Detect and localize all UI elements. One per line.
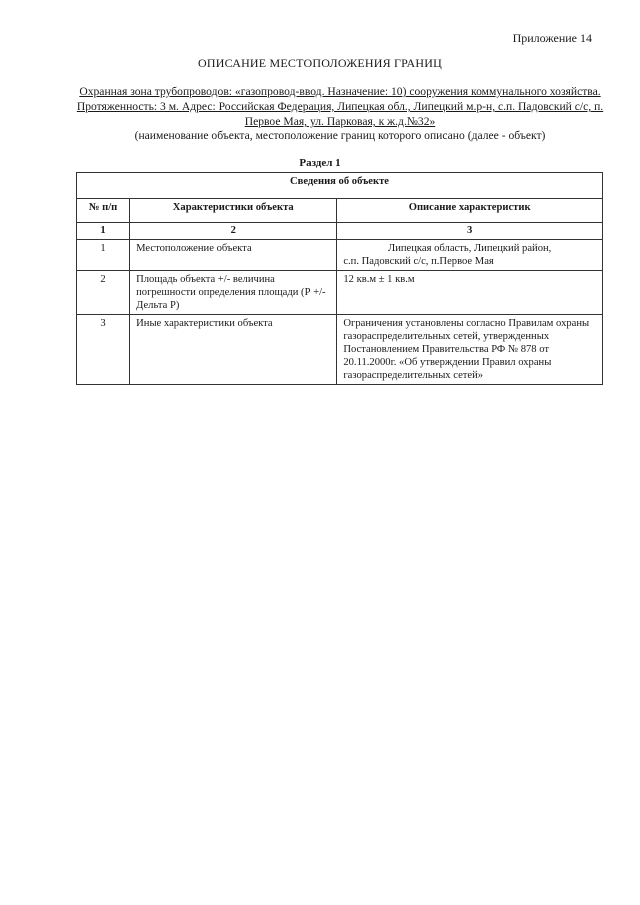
column-number-row (77, 223, 603, 240)
column-header-characteristic: Характеристики объекта (130, 199, 337, 223)
row-description-line: Липецкая область, Липецкий район, (388, 243, 552, 254)
table-row (77, 315, 603, 385)
row-characteristic: Иные характеристики объекта (130, 315, 337, 385)
table-row (77, 271, 603, 315)
column-number: 2 (130, 223, 337, 240)
row-characteristic: Площадь объекта +/- величина погрешности определения площади (Р +/- Дельта Р) (130, 271, 337, 315)
row-description-line: с.п. Падовский с/с, п.Первое Мая (343, 256, 494, 267)
object-description-note: (наименование объекта, местоположение границ которого описано (далее - объект) (134, 129, 546, 142)
table-header-row (77, 199, 603, 223)
row-description: 12 кв.м ± 1 кв.м (337, 271, 603, 315)
document-title: ОПИСАНИЕ МЕСТОПОЛОЖЕНИЯ ГРАНИЦ (198, 56, 442, 70)
column-number: 3 (337, 223, 603, 240)
object-description: Охранная зона трубопроводов: «газопровод-ввод. Назначение: 10) сооружения коммунального хозяйства. Протяженность: 3 м. Адрес: Российская Федерация, Липецкая обл., Липецкий м.р-н, с.п. Падовский с/с, п. Первое Мая, ул. Парковая, к ж.д.№32» (76, 85, 604, 128)
column-header-number: № п/п (77, 199, 130, 223)
column-number: 1 (77, 223, 130, 240)
appendix-label: Приложение 14 (512, 31, 592, 45)
row-characteristic: Местоположение объекта (130, 240, 337, 271)
section-label: Раздел 1 (299, 157, 341, 169)
table-caption-row (77, 173, 603, 199)
row-description (337, 240, 603, 271)
row-number: 3 (77, 315, 130, 385)
object-info-table (76, 172, 603, 385)
row-description: Ограничения установлены согласно Правилам охраны газораспределительных сетей, утвержденных Постановлением Правительства РФ № 878 от 20.11.2000г. «Об утверждении Правил охраны газораспределительных сетей» (337, 315, 603, 385)
table-caption: Сведения об объекте (77, 173, 603, 199)
column-header-description: Описание характеристик (337, 199, 603, 223)
table-row (77, 240, 603, 271)
row-number: 1 (77, 240, 130, 271)
row-number: 2 (77, 271, 130, 315)
